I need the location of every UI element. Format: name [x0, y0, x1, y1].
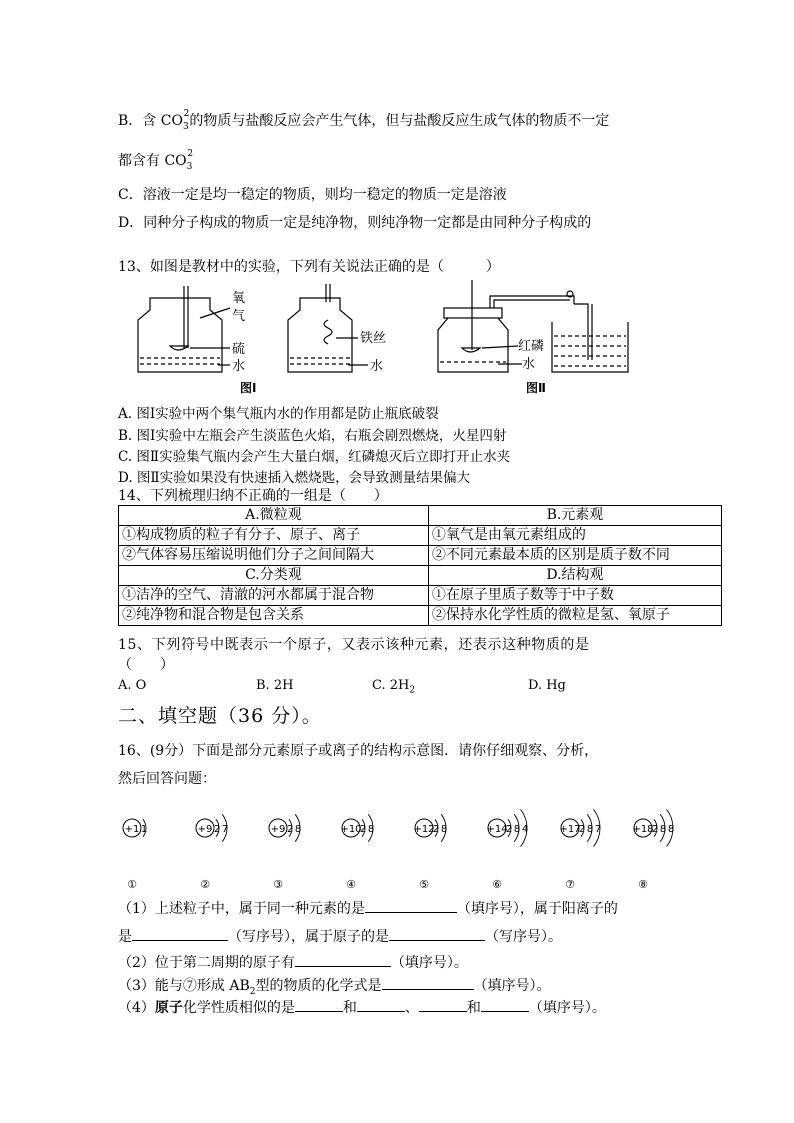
electron-count: 2: [432, 824, 440, 835]
diagram-number: ④: [346, 878, 356, 891]
fig1-label-sulfur: 硫: [232, 342, 246, 357]
electron-count: 2: [213, 824, 221, 835]
nucleus-charge: +9: [270, 824, 286, 835]
q16-part2: （2）位于第二周期的原子有 （填序号）。: [118, 955, 468, 971]
q15-stem: 15、下列符号中既表示一个原子，又表示该种元素，还表示这种物质的是: [118, 637, 590, 653]
section-title: 二、填空题（36 分）。: [118, 705, 322, 727]
nucleus-charge: +12: [413, 824, 435, 835]
diagram-number: ⑥: [492, 878, 502, 891]
electron-count: 2: [286, 824, 294, 835]
q16-part3: （3）能与⑦形成 $AB_2$型的物质的化学式是 （填序号）。: [118, 978, 551, 997]
electron-count: 7: [594, 824, 602, 835]
q13-option-c: C. 图Ⅱ实验集气瓶内会产生大量白烟，红磷熄灭后立即打开止水夹: [118, 449, 511, 465]
q13-stem: 13、如图是教材中的实验，下列有关说法正确的是（ ）: [118, 259, 500, 275]
electron-count: 1: [140, 824, 148, 835]
atom-diagram-8: [632, 809, 674, 891]
fig1-label-water-right: 水: [370, 359, 384, 374]
q16-stem-line2: 然后回答问题：: [118, 771, 216, 787]
electron-count: 8: [440, 824, 448, 835]
diagram-number: ③: [273, 878, 283, 891]
fig1-left-jar: [138, 286, 230, 372]
q14-stem: 14、下列梳理归纳不正确的一组是（ ）: [118, 488, 388, 504]
diagram-number: ⑤: [419, 878, 429, 891]
atom-diagram-5: [413, 814, 447, 891]
q14-cell-a1: ①构成物质的粒子有分子、原子、离子: [119, 526, 429, 546]
q14-cell-a2: ②气体容易压缩说明他们分子之间间隔大: [119, 546, 429, 566]
q13-option-b: B. 图Ⅰ实验中左瓶会产生淡蓝色火焰，右瓶会剧烈燃烧，火星四射: [118, 428, 507, 444]
nucleus-charge: +10: [340, 824, 362, 835]
fig1-label-oxygen-2: 气: [232, 309, 246, 324]
q12-option-c: C．溶液一定是均一稳定的物质，则均一稳定的物质一定是溶液: [118, 187, 507, 203]
q14-cell-d2: ②保持水化学性质的微粒是氢、氧原子: [428, 606, 721, 626]
q12-option-b-line1: B．含 $CO_3^2$的物质与盐酸反应会产生气体，但与盐酸反应生成气体的物质不一定: [118, 109, 610, 132]
atom-diagram-3: [269, 814, 301, 891]
electron-count: 8: [667, 824, 675, 835]
nucleus-charge: +14: [486, 824, 508, 835]
electron-count: 2: [578, 824, 586, 835]
electron-count: 2: [359, 824, 367, 835]
q15-option-b: B. 2H: [256, 678, 294, 693]
q16-structure-diagrams: [112, 790, 702, 895]
q13-figure: [118, 280, 718, 400]
electron-count: 8: [294, 824, 302, 835]
q15-option-d: D. Hg: [528, 678, 566, 693]
q14-cell-b1: ①氧气是由氧元素组成的: [428, 526, 721, 546]
fig1-label-oxygen-1: 氧: [232, 291, 246, 306]
electron-count: 7: [221, 824, 229, 835]
q14-cell-b2: ②不同元素最本质的区别是质子数不同: [428, 546, 721, 566]
atom-diagram-7: [559, 809, 601, 891]
atom-diagram-1: [123, 819, 147, 891]
atom-diagram-2: [196, 814, 228, 891]
q14-header-b: B.元素观: [428, 506, 721, 526]
q14-cell-d1: ①在原子里质子数等于中子数: [428, 586, 721, 606]
nucleus-charge: +9: [197, 824, 213, 835]
diagram-number: ②: [200, 878, 210, 891]
fig1-label-water-left: 水: [232, 359, 246, 374]
diagram-number: ⑧: [638, 878, 648, 891]
q15-paren: （ ）: [118, 657, 174, 673]
electron-count: 8: [367, 824, 375, 835]
nucleus-charge: +17: [559, 824, 581, 835]
q14-header-d: D.结构观: [428, 566, 721, 586]
electron-count: 8: [586, 824, 594, 835]
fig2-label-water: 水: [522, 357, 536, 372]
electron-count: 4: [521, 824, 529, 835]
nucleus-charge: +1: [124, 824, 140, 835]
q14-header-a: A.微粒观: [119, 506, 429, 526]
q16-part1-line2: 是 （写序号），属于原子的是 （写序号）。: [118, 929, 562, 945]
electron-count: 8: [659, 824, 667, 835]
q12-option-d: D．同种分子构成的物质一定是纯净物，则纯净物一定都是由同种分子构成的: [118, 215, 592, 231]
electron-count: 8: [513, 824, 521, 835]
atom-diagram-6: [486, 809, 528, 891]
q16-stem-line1: 16、(9分）下面是部分元素原子或离子的结构示意图．请你仔细观察、分析，: [118, 743, 599, 759]
q14-cell-c2: ②纯净物和混合物是包含关系: [119, 606, 429, 626]
atom-diagram-4: [340, 814, 374, 891]
fig1-label-wire: 铁丝: [360, 331, 387, 346]
nucleus-charge: +18: [632, 824, 654, 835]
q16-part4: （4）原子化学性质相似的是 和 、 和 （填序号）。: [118, 1000, 606, 1016]
q13-option-d: D. 图Ⅱ实验如果没有快速插入燃烧匙，会导致测量结果偏大: [118, 470, 471, 486]
electron-count: 2: [505, 824, 513, 835]
q13-option-a: A. 图Ⅰ实验中两个集气瓶内水的作用都是防止瓶底破裂: [118, 406, 439, 422]
diagram-number: ①: [127, 878, 137, 891]
q14-cell-c1: ①洁净的空气、清澈的河水都属于混合物: [119, 586, 429, 606]
diagram-number: ⑦: [565, 878, 575, 891]
q15-option-a: A. O: [118, 678, 147, 693]
q14-table: [118, 505, 722, 626]
q16-part1-line1: （1）上述粒子中，属于同一种元素的是 （填序号），属于阳离子的: [118, 901, 618, 917]
electron-count: 2: [651, 824, 659, 835]
q12-option-b-line2: 都含有 $CO_3^2$: [118, 149, 194, 172]
fig1-caption: 图Ⅰ: [240, 381, 257, 395]
fig2-label-phosphorus: 红磷: [518, 339, 545, 354]
fig2-caption: 图Ⅱ: [526, 381, 546, 395]
q14-header-c: C.分类观: [119, 566, 429, 586]
q15-option-c: C. $2H_2$: [372, 678, 416, 696]
fig1-right-jar: [288, 284, 368, 372]
